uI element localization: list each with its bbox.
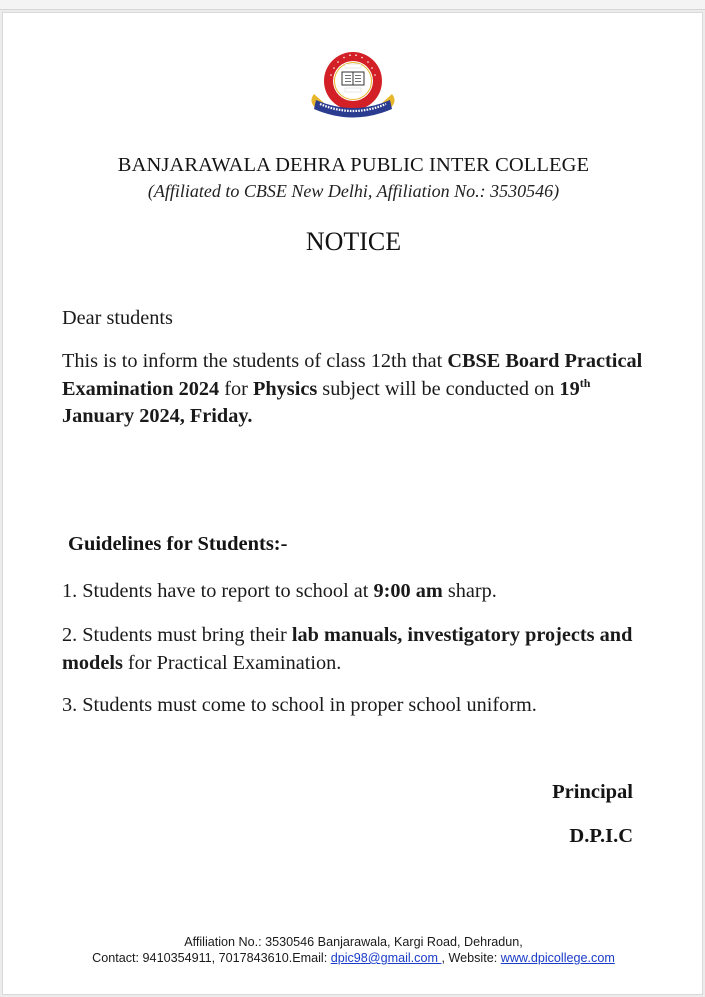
guideline-item xyxy=(62,578,662,606)
intro-text-3: subject will be conducted on xyxy=(317,377,560,400)
signatory-title: Principal xyxy=(552,781,633,803)
school-name: BANJARAWALA DEHRA PUBLIC INTER COLLEGE xyxy=(117,154,590,176)
guideline-text: for Practical Examination. xyxy=(122,651,342,674)
website-link[interactable]: www.dpicollege.com xyxy=(500,951,615,965)
footer-contact-text: Contact: 9410354911, 7017843610.Email: xyxy=(92,951,331,965)
guideline-highlight: lab manuals, investigatory projects and models xyxy=(62,624,633,674)
intro-text-2: for xyxy=(219,377,253,400)
exam-date-day: 19 xyxy=(559,377,580,400)
notice-intro-paragraph xyxy=(62,348,662,431)
footer-contact xyxy=(3,951,704,965)
guideline-text: 3. Students must come to school in proper school uniform. xyxy=(62,694,537,716)
footer-address: Affiliation No.: 3530546 Banjarawala, Kargi Road, Dehradun, xyxy=(184,935,523,949)
guideline-text: 2. Students must bring their xyxy=(62,624,292,646)
exam-name: CBSE Board Practical Examination 2024 xyxy=(62,350,643,400)
viewer-top-strip xyxy=(0,0,705,10)
email-link[interactable]: dpic98@gmail.com xyxy=(330,951,442,965)
exam-date-suffix: th xyxy=(579,375,591,390)
guideline-item xyxy=(62,692,662,720)
exam-date-rest: January 2024, Friday. xyxy=(62,405,253,427)
subject-name: Physics xyxy=(253,377,318,400)
guideline-highlight: 9:00 am xyxy=(373,580,443,602)
school-seal-logo-icon xyxy=(306,50,400,120)
guideline-text: 1. Students have to report to school at xyxy=(62,580,374,602)
guidelines-heading: Guidelines for Students:- xyxy=(68,533,288,555)
intro-text-1: This is to inform the students of class 12th that xyxy=(62,350,448,372)
signatory-org: D.P.I.C xyxy=(569,825,633,847)
notice-page xyxy=(2,12,703,995)
guideline-text: sharp. xyxy=(442,580,497,602)
salutation: Dear students xyxy=(62,307,173,329)
footer-separator: , Website: xyxy=(441,951,501,965)
notice-title: NOTICE xyxy=(305,227,402,256)
guideline-item xyxy=(62,622,662,677)
affiliation-line: (Affiliated to CBSE New Delhi, Affiliation No.: 3530546) xyxy=(147,181,560,201)
